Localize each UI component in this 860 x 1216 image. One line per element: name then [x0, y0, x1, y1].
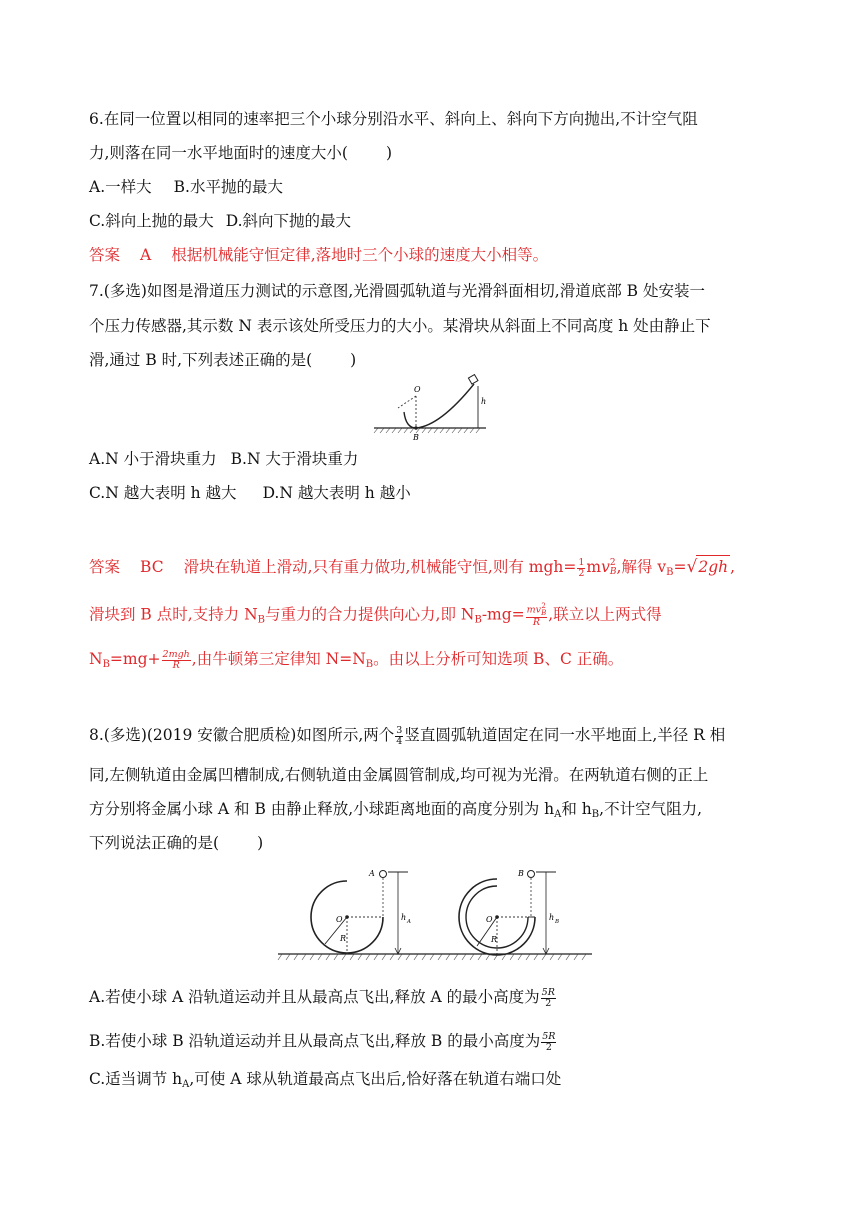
q7-stem-line3: 滑,通过 B 时,下列表述正确的是( ): [89, 351, 357, 369]
q8-fig-label-b: B: [518, 869, 524, 878]
q6-stem-line1: 6.在同一位置以相同的速率把三个小球分别沿水平、斜向上、斜向下方向抛出,不计空气阻: [89, 110, 698, 128]
fraction-mv2-over-r: mv 2 B R: [526, 602, 547, 628]
q7-stem-line1: 7.(多选)如图是滑道压力测试的示意图,光滑圆弧轨道与光滑斜面相切,滑道底部 B 处安装一: [89, 282, 705, 300]
fraction-2mgh-over-r: $\frac{\text{2mgh}}{R}$: [162, 648, 190, 671]
q8-fig-label-ha: h: [401, 913, 407, 922]
q6-options-cd: [89, 210, 351, 232]
q8-option-b: B.若使小球 B 沿轨道运动并且从最高点飞出,释放 B 的最小高度为 $\frac{5R}{2}$: [89, 1030, 556, 1053]
q8-option-a: A.若使小球 A 沿轨道运动并且从最高点飞出,释放 A 的最小高度为 $\frac{5R}{2}$: [89, 986, 555, 1009]
q7-fig-label-h: h: [481, 397, 487, 406]
q7-answer-line2: 滑块到 B 点时,支持力 $N_B$与重力的合力提供向心力,即 $N_B-mg=$ mv 2 B R ,联立以上两式得: [89, 602, 662, 628]
q7-fig-label-b: B: [413, 433, 419, 442]
q8-fig-label-r-left: R: [340, 934, 347, 943]
q7-answer-line1: 答案 BC 滑块在轨道上滑动,只有重力做功,机械能守恒,则有 mgh= $\frac{1}{2}$ mv 2 B ,解得 $v_B=√2gh$ ,: [89, 556, 736, 579]
q6-option-a: A.一样大: [89, 178, 152, 196]
q6-option-b: B.水平抛的最大: [173, 178, 283, 196]
q8-stem-line3: 方分别将金属小球 A 和 B 由静止释放,小球距离地面的高度分别为 $h_A$和 $h_B$,不计空气阻力,: [89, 800, 703, 820]
q7-fig-label-o: O: [414, 385, 421, 394]
q8-fig-label-o-left: O: [336, 915, 343, 924]
sqrt-2gh: 2gh: [696, 555, 730, 578]
q6-option-c: C.斜向上抛的最大: [89, 212, 214, 230]
q8-fig-label-r-right: R: [491, 935, 498, 944]
q8-fig-label-a: A: [369, 869, 375, 878]
svg-text:A: A: [407, 919, 411, 925]
q7-option-b: B.N 大于滑块重力: [230, 450, 359, 468]
svg-text:B: B: [555, 919, 560, 925]
q7-option-a: A.N 小于滑块重力: [89, 450, 217, 468]
q6-options-ab: [89, 176, 283, 198]
q8-stem-line4: 下列说法正确的是( ): [89, 834, 264, 852]
q7-answer-line3: $N_B=mg+$ $\frac{\text{2mgh}}{R}$ ,由牛顿第三定律知 $N=N_B$。由以上分析可知选项 B、C 正确。: [89, 648, 624, 671]
q8-option-c: C.适当调节 $h_A$,可使 A 球从轨道最高点飞出后,恰好落在轨道右端口处: [89, 1070, 562, 1090]
q7-stem-line2: 个压力传感器,其示数 N 表示该处所受压力的大小。某滑块从斜面上不同高度 h 处由静止下: [89, 317, 711, 335]
q8-fig-label-hb: h: [549, 913, 555, 922]
q6-stem-line2: 力,则落在同一水平地面时的速度大小( ): [89, 144, 393, 162]
q8-stem-line1: 8.(多选)(2019 安徽合肥质检)如图所示,两个 $\frac{3}{4}$ 竖直圆弧轨道固定在同一水平地面上,半径 R 相: [89, 724, 726, 747]
q7-options-cd: [89, 482, 411, 504]
q8-fig-label-o-right: O: [486, 915, 493, 924]
q7-options-ab: [89, 448, 358, 470]
q6-option-d: D.斜向下抛的最大: [225, 212, 352, 230]
q7-option-d: D.N 越大表明 h 越小: [262, 484, 411, 502]
fraction-three-quarters: $\frac{3}{4}$: [396, 724, 403, 747]
q8-stem-line2: 同,左侧轨道由金属凹槽制成,右侧轨道由金属圆管制成,均可视为光滑。在两轨道右侧的正上: [89, 766, 709, 784]
q8-figure: [270, 862, 600, 966]
q7-option-c: C.N 越大表明 h 越大: [89, 484, 237, 502]
q7-figure: [370, 370, 490, 442]
q6-answer: 答案 A 根据机械能守恒定律,落地时三个小球的速度大小相等。: [89, 246, 549, 264]
fraction-one-half: $\frac{1}{2}$: [578, 556, 585, 579]
